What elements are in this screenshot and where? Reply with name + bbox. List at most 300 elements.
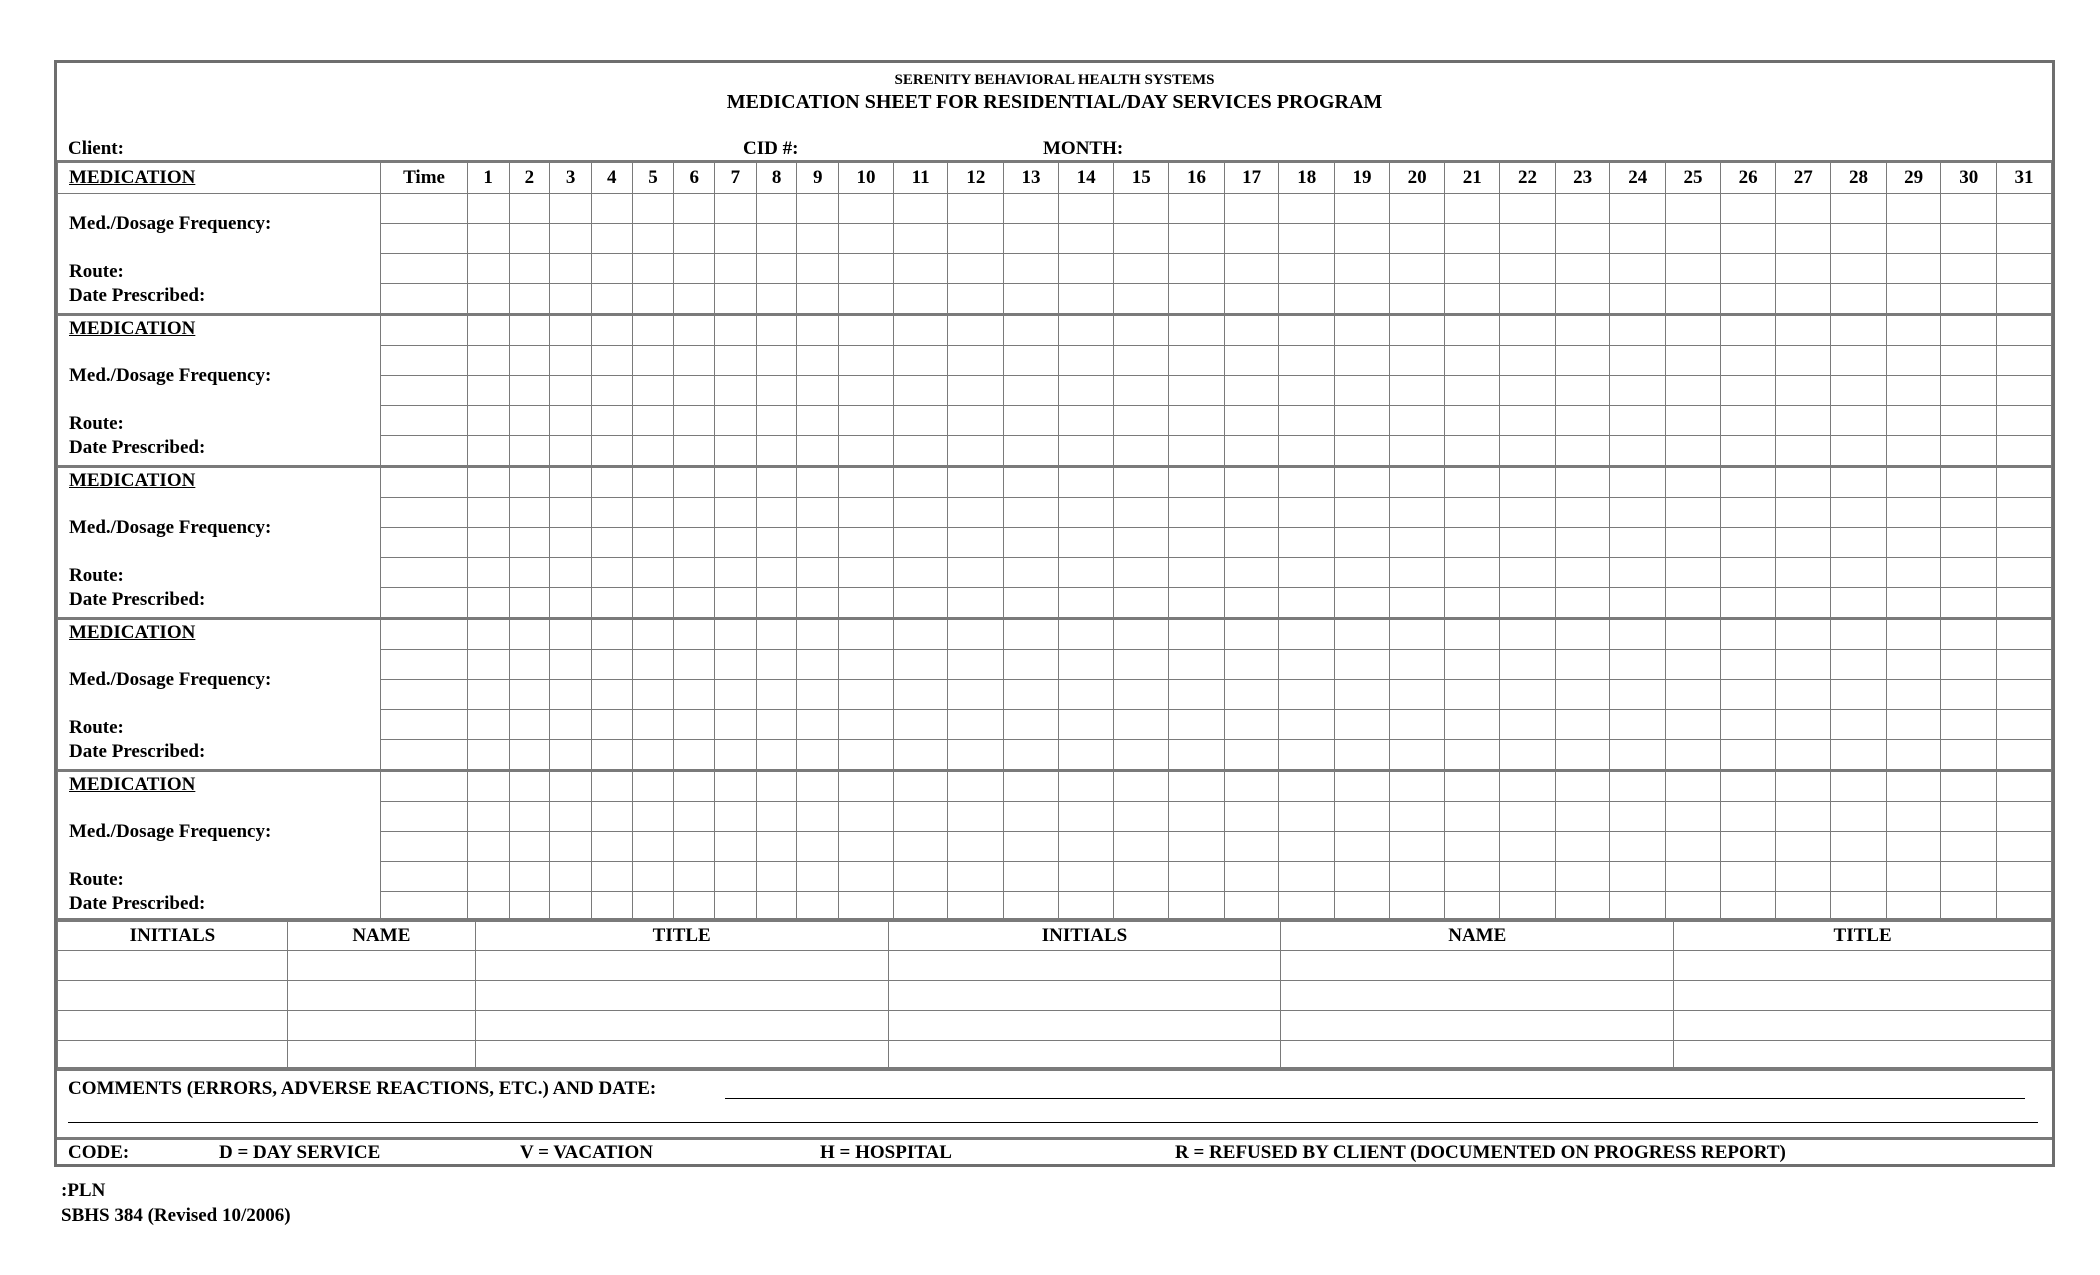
time-cell[interactable] xyxy=(381,284,468,315)
day-cell[interactable] xyxy=(550,406,592,436)
day-cell[interactable] xyxy=(1169,346,1225,376)
day-cell[interactable] xyxy=(1224,194,1279,224)
day-cell[interactable] xyxy=(632,224,674,254)
day-cell[interactable] xyxy=(591,862,632,892)
day-cell[interactable] xyxy=(1224,710,1279,740)
day-cell[interactable] xyxy=(715,862,757,892)
day-cell[interactable] xyxy=(509,315,550,346)
day-cell[interactable] xyxy=(1335,467,1390,498)
day-cell[interactable] xyxy=(1720,406,1776,436)
day-cell[interactable] xyxy=(1886,771,1941,802)
time-cell[interactable] xyxy=(381,406,468,436)
day-cell[interactable] xyxy=(756,862,797,892)
day-cell[interactable] xyxy=(1886,315,1941,346)
day-cell[interactable] xyxy=(948,376,1004,406)
day-cell[interactable] xyxy=(756,467,797,498)
day-cell[interactable] xyxy=(591,376,632,406)
day-cell[interactable] xyxy=(1389,892,1445,922)
time-cell[interactable] xyxy=(381,315,468,346)
day-cell[interactable] xyxy=(715,436,757,467)
day-cell[interactable] xyxy=(1610,771,1666,802)
day-cell[interactable] xyxy=(1555,710,1610,740)
signature-cell[interactable] xyxy=(58,1011,288,1041)
day-cell[interactable] xyxy=(1720,892,1776,922)
day-cell[interactable] xyxy=(839,315,894,346)
day-cell[interactable] xyxy=(1776,315,1831,346)
day-cell[interactable] xyxy=(674,740,715,771)
day-cell[interactable] xyxy=(1886,802,1941,832)
day-cell[interactable] xyxy=(1886,892,1941,922)
day-cell[interactable] xyxy=(1389,802,1445,832)
day-cell[interactable] xyxy=(1997,194,2052,224)
day-cell[interactable] xyxy=(674,558,715,588)
day-cell[interactable] xyxy=(948,892,1004,922)
day-cell[interactable] xyxy=(1610,740,1666,771)
day-cell[interactable] xyxy=(1169,467,1225,498)
day-cell[interactable] xyxy=(756,436,797,467)
day-cell[interactable] xyxy=(1610,346,1666,376)
day-cell[interactable] xyxy=(1389,710,1445,740)
day-cell[interactable] xyxy=(756,498,797,528)
day-cell[interactable] xyxy=(1610,650,1666,680)
day-cell[interactable] xyxy=(893,224,948,254)
signature-cell[interactable] xyxy=(1674,1041,2052,1071)
day-cell[interactable] xyxy=(715,406,757,436)
day-cell[interactable] xyxy=(1445,680,1500,710)
day-cell[interactable] xyxy=(1169,619,1225,650)
day-cell[interactable] xyxy=(674,528,715,558)
day-cell[interactable] xyxy=(509,194,550,224)
day-cell[interactable] xyxy=(839,862,894,892)
day-cell[interactable] xyxy=(1886,224,1941,254)
day-cell[interactable] xyxy=(1169,892,1225,922)
day-cell[interactable] xyxy=(467,710,509,740)
day-cell[interactable] xyxy=(1610,619,1666,650)
day-cell[interactable] xyxy=(1776,284,1831,315)
day-cell[interactable] xyxy=(1058,406,1114,436)
day-cell[interactable] xyxy=(1335,771,1390,802)
day-cell[interactable] xyxy=(1776,802,1831,832)
day-cell[interactable] xyxy=(1004,588,1059,619)
day-cell[interactable] xyxy=(1831,588,1887,619)
day-cell[interactable] xyxy=(467,254,509,284)
day-cell[interactable] xyxy=(509,771,550,802)
day-cell[interactable] xyxy=(1666,406,1721,436)
day-cell[interactable] xyxy=(1666,558,1721,588)
day-cell[interactable] xyxy=(797,406,839,436)
day-cell[interactable] xyxy=(1335,558,1390,588)
signature-cell[interactable] xyxy=(475,1041,888,1071)
day-cell[interactable] xyxy=(1004,680,1059,710)
day-cell[interactable] xyxy=(797,376,839,406)
day-cell[interactable] xyxy=(550,892,592,922)
day-cell[interactable] xyxy=(1666,892,1721,922)
day-cell[interactable] xyxy=(467,467,509,498)
day-cell[interactable] xyxy=(1997,710,2052,740)
day-cell[interactable] xyxy=(715,892,757,922)
day-cell[interactable] xyxy=(1941,832,1997,862)
day-cell[interactable] xyxy=(797,619,839,650)
day-cell[interactable] xyxy=(948,802,1004,832)
day-cell[interactable] xyxy=(1169,528,1225,558)
day-cell[interactable] xyxy=(1886,376,1941,406)
medication-info-cell[interactable] xyxy=(58,771,381,922)
day-cell[interactable] xyxy=(674,346,715,376)
day-cell[interactable] xyxy=(893,771,948,802)
day-cell[interactable] xyxy=(632,254,674,284)
day-cell[interactable] xyxy=(1004,376,1059,406)
day-cell[interactable] xyxy=(1941,315,1997,346)
day-cell[interactable] xyxy=(1610,892,1666,922)
day-cell[interactable] xyxy=(1997,740,2052,771)
day-cell[interactable] xyxy=(893,710,948,740)
day-cell[interactable] xyxy=(674,284,715,315)
day-cell[interactable] xyxy=(893,862,948,892)
day-cell[interactable] xyxy=(1831,740,1887,771)
day-cell[interactable] xyxy=(1666,194,1721,224)
day-cell[interactable] xyxy=(1610,862,1666,892)
day-cell[interactable] xyxy=(1555,619,1610,650)
day-cell[interactable] xyxy=(1776,832,1831,862)
day-cell[interactable] xyxy=(1169,224,1225,254)
day-cell[interactable] xyxy=(1279,862,1335,892)
day-cell[interactable] xyxy=(1886,406,1941,436)
day-cell[interactable] xyxy=(839,892,894,922)
day-cell[interactable] xyxy=(1941,498,1997,528)
time-cell[interactable] xyxy=(381,498,468,528)
day-cell[interactable] xyxy=(591,588,632,619)
day-cell[interactable] xyxy=(1004,194,1059,224)
day-cell[interactable] xyxy=(1831,528,1887,558)
day-cell[interactable] xyxy=(1004,802,1059,832)
day-cell[interactable] xyxy=(1004,346,1059,376)
day-cell[interactable] xyxy=(1610,528,1666,558)
day-cell[interactable] xyxy=(1555,558,1610,588)
day-cell[interactable] xyxy=(1389,862,1445,892)
day-cell[interactable] xyxy=(1720,862,1776,892)
day-cell[interactable] xyxy=(509,498,550,528)
day-cell[interactable] xyxy=(1058,467,1114,498)
day-cell[interactable] xyxy=(1500,346,1556,376)
day-cell[interactable] xyxy=(467,862,509,892)
day-cell[interactable] xyxy=(509,467,550,498)
day-cell[interactable] xyxy=(1335,194,1390,224)
day-cell[interactable] xyxy=(1389,254,1445,284)
day-cell[interactable] xyxy=(1886,680,1941,710)
day-cell[interactable] xyxy=(1666,346,1721,376)
day-cell[interactable] xyxy=(1279,467,1335,498)
day-cell[interactable] xyxy=(1886,650,1941,680)
day-cell[interactable] xyxy=(1058,224,1114,254)
day-cell[interactable] xyxy=(1941,406,1997,436)
day-cell[interactable] xyxy=(550,802,592,832)
day-cell[interactable] xyxy=(591,254,632,284)
day-cell[interactable] xyxy=(591,346,632,376)
day-cell[interactable] xyxy=(1389,346,1445,376)
day-cell[interactable] xyxy=(1831,498,1887,528)
day-cell[interactable] xyxy=(1720,467,1776,498)
day-cell[interactable] xyxy=(1997,892,2052,922)
day-cell[interactable] xyxy=(509,436,550,467)
time-cell[interactable] xyxy=(381,710,468,740)
day-cell[interactable] xyxy=(893,650,948,680)
day-cell[interactable] xyxy=(1389,588,1445,619)
day-cell[interactable] xyxy=(797,467,839,498)
day-cell[interactable] xyxy=(797,771,839,802)
day-cell[interactable] xyxy=(1169,710,1225,740)
day-cell[interactable] xyxy=(948,467,1004,498)
day-cell[interactable] xyxy=(1886,254,1941,284)
day-cell[interactable] xyxy=(632,467,674,498)
signature-cell[interactable] xyxy=(1281,1041,1674,1071)
day-cell[interactable] xyxy=(467,346,509,376)
day-cell[interactable] xyxy=(1114,436,1169,467)
day-cell[interactable] xyxy=(839,346,894,376)
day-cell[interactable] xyxy=(1666,832,1721,862)
day-cell[interactable] xyxy=(1224,467,1279,498)
day-cell[interactable] xyxy=(756,771,797,802)
day-cell[interactable] xyxy=(1389,224,1445,254)
day-cell[interactable] xyxy=(948,436,1004,467)
day-cell[interactable] xyxy=(1169,650,1225,680)
day-cell[interactable] xyxy=(1058,346,1114,376)
day-cell[interactable] xyxy=(1335,588,1390,619)
day-cell[interactable] xyxy=(1720,771,1776,802)
day-cell[interactable] xyxy=(797,284,839,315)
day-cell[interactable] xyxy=(948,619,1004,650)
day-cell[interactable] xyxy=(839,650,894,680)
day-cell[interactable] xyxy=(1445,467,1500,498)
day-cell[interactable] xyxy=(1279,650,1335,680)
day-cell[interactable] xyxy=(509,680,550,710)
day-cell[interactable] xyxy=(1610,315,1666,346)
day-cell[interactable] xyxy=(1335,740,1390,771)
day-cell[interactable] xyxy=(1335,346,1390,376)
month-label[interactable]: MONTH: xyxy=(1043,138,1124,159)
day-cell[interactable] xyxy=(1445,892,1500,922)
day-cell[interactable] xyxy=(1114,680,1169,710)
day-cell[interactable] xyxy=(591,710,632,740)
day-cell[interactable] xyxy=(1224,315,1279,346)
day-cell[interactable] xyxy=(1389,498,1445,528)
day-cell[interactable] xyxy=(797,224,839,254)
day-cell[interactable] xyxy=(1831,650,1887,680)
day-cell[interactable] xyxy=(467,284,509,315)
day-cell[interactable] xyxy=(715,528,757,558)
day-cell[interactable] xyxy=(632,406,674,436)
day-cell[interactable] xyxy=(467,558,509,588)
day-cell[interactable] xyxy=(1776,680,1831,710)
day-cell[interactable] xyxy=(1831,284,1887,315)
day-cell[interactable] xyxy=(591,802,632,832)
day-cell[interactable] xyxy=(1776,498,1831,528)
day-cell[interactable] xyxy=(1555,315,1610,346)
day-cell[interactable] xyxy=(1886,528,1941,558)
day-cell[interactable] xyxy=(1941,376,1997,406)
day-cell[interactable] xyxy=(509,224,550,254)
comments-line[interactable] xyxy=(725,1098,2025,1099)
day-cell[interactable] xyxy=(1997,619,2052,650)
day-cell[interactable] xyxy=(1004,862,1059,892)
day-cell[interactable] xyxy=(1114,346,1169,376)
time-cell[interactable] xyxy=(381,892,468,922)
day-cell[interactable] xyxy=(1004,528,1059,558)
day-cell[interactable] xyxy=(1776,376,1831,406)
day-cell[interactable] xyxy=(674,650,715,680)
day-cell[interactable] xyxy=(1997,406,2052,436)
day-cell[interactable] xyxy=(1941,862,1997,892)
day-cell[interactable] xyxy=(674,588,715,619)
day-cell[interactable] xyxy=(1445,740,1500,771)
day-cell[interactable] xyxy=(509,832,550,862)
day-cell[interactable] xyxy=(509,862,550,892)
day-cell[interactable] xyxy=(1335,710,1390,740)
day-cell[interactable] xyxy=(1831,862,1887,892)
day-cell[interactable] xyxy=(1500,528,1556,558)
day-cell[interactable] xyxy=(839,832,894,862)
day-cell[interactable] xyxy=(715,588,757,619)
day-cell[interactable] xyxy=(1610,467,1666,498)
day-cell[interactable] xyxy=(1004,498,1059,528)
day-cell[interactable] xyxy=(797,498,839,528)
day-cell[interactable] xyxy=(1666,588,1721,619)
day-cell[interactable] xyxy=(632,862,674,892)
day-cell[interactable] xyxy=(948,194,1004,224)
day-cell[interactable] xyxy=(1389,558,1445,588)
day-cell[interactable] xyxy=(1445,376,1500,406)
day-cell[interactable] xyxy=(1169,802,1225,832)
time-cell[interactable] xyxy=(381,346,468,376)
day-cell[interactable] xyxy=(467,376,509,406)
day-cell[interactable] xyxy=(948,406,1004,436)
day-cell[interactable] xyxy=(1058,528,1114,558)
day-cell[interactable] xyxy=(1666,498,1721,528)
day-cell[interactable] xyxy=(1224,650,1279,680)
day-cell[interactable] xyxy=(1058,588,1114,619)
day-cell[interactable] xyxy=(1114,619,1169,650)
day-cell[interactable] xyxy=(550,346,592,376)
time-cell[interactable] xyxy=(381,528,468,558)
day-cell[interactable] xyxy=(797,862,839,892)
signature-cell[interactable] xyxy=(888,981,1281,1011)
day-cell[interactable] xyxy=(591,892,632,922)
day-cell[interactable] xyxy=(1720,194,1776,224)
day-cell[interactable] xyxy=(550,376,592,406)
day-cell[interactable] xyxy=(1997,467,2052,498)
time-cell[interactable] xyxy=(381,376,468,406)
day-cell[interactable] xyxy=(509,619,550,650)
day-cell[interactable] xyxy=(1555,406,1610,436)
day-cell[interactable] xyxy=(1224,771,1279,802)
day-cell[interactable] xyxy=(1831,436,1887,467)
day-cell[interactable] xyxy=(1831,558,1887,588)
day-cell[interactable] xyxy=(1610,406,1666,436)
day-cell[interactable] xyxy=(1500,436,1556,467)
day-cell[interactable] xyxy=(1666,650,1721,680)
day-cell[interactable] xyxy=(1555,376,1610,406)
day-cell[interactable] xyxy=(550,650,592,680)
day-cell[interactable] xyxy=(509,650,550,680)
day-cell[interactable] xyxy=(1997,832,2052,862)
day-cell[interactable] xyxy=(1666,802,1721,832)
day-cell[interactable] xyxy=(1335,680,1390,710)
day-cell[interactable] xyxy=(1335,254,1390,284)
day-cell[interactable] xyxy=(550,771,592,802)
day-cell[interactable] xyxy=(591,498,632,528)
day-cell[interactable] xyxy=(1389,315,1445,346)
day-cell[interactable] xyxy=(1666,740,1721,771)
signature-cell[interactable] xyxy=(58,981,288,1011)
day-cell[interactable] xyxy=(1720,710,1776,740)
day-cell[interactable] xyxy=(1114,802,1169,832)
day-cell[interactable] xyxy=(1831,315,1887,346)
day-cell[interactable] xyxy=(715,802,757,832)
day-cell[interactable] xyxy=(1555,771,1610,802)
day-cell[interactable] xyxy=(1776,528,1831,558)
day-cell[interactable] xyxy=(1997,376,2052,406)
day-cell[interactable] xyxy=(1114,650,1169,680)
day-cell[interactable] xyxy=(1776,346,1831,376)
day-cell[interactable] xyxy=(1941,771,1997,802)
day-cell[interactable] xyxy=(839,619,894,650)
day-cell[interactable] xyxy=(591,619,632,650)
day-cell[interactable] xyxy=(1776,436,1831,467)
day-cell[interactable] xyxy=(1114,467,1169,498)
day-cell[interactable] xyxy=(467,528,509,558)
day-cell[interactable] xyxy=(1224,832,1279,862)
time-cell[interactable] xyxy=(381,650,468,680)
day-cell[interactable] xyxy=(1500,194,1556,224)
day-cell[interactable] xyxy=(1500,254,1556,284)
day-cell[interactable] xyxy=(1776,862,1831,892)
day-cell[interactable] xyxy=(632,528,674,558)
signature-cell[interactable] xyxy=(475,1011,888,1041)
time-cell[interactable] xyxy=(381,194,468,224)
day-cell[interactable] xyxy=(591,528,632,558)
day-cell[interactable] xyxy=(948,740,1004,771)
day-cell[interactable] xyxy=(1224,498,1279,528)
day-cell[interactable] xyxy=(1004,224,1059,254)
day-cell[interactable] xyxy=(632,710,674,740)
day-cell[interactable] xyxy=(674,832,715,862)
day-cell[interactable] xyxy=(550,619,592,650)
day-cell[interactable] xyxy=(550,284,592,315)
day-cell[interactable] xyxy=(550,740,592,771)
time-cell[interactable] xyxy=(381,436,468,467)
day-cell[interactable] xyxy=(1720,680,1776,710)
day-cell[interactable] xyxy=(1997,436,2052,467)
day-cell[interactable] xyxy=(1666,467,1721,498)
day-cell[interactable] xyxy=(1941,224,1997,254)
day-cell[interactable] xyxy=(1114,406,1169,436)
day-cell[interactable] xyxy=(893,588,948,619)
day-cell[interactable] xyxy=(948,650,1004,680)
day-cell[interactable] xyxy=(1335,436,1390,467)
day-cell[interactable] xyxy=(1058,284,1114,315)
day-cell[interactable] xyxy=(1886,467,1941,498)
day-cell[interactable] xyxy=(948,588,1004,619)
day-cell[interactable] xyxy=(1114,862,1169,892)
day-cell[interactable] xyxy=(1886,862,1941,892)
day-cell[interactable] xyxy=(1720,588,1776,619)
day-cell[interactable] xyxy=(1335,832,1390,862)
day-cell[interactable] xyxy=(1004,406,1059,436)
day-cell[interactable] xyxy=(1335,498,1390,528)
day-cell[interactable] xyxy=(1169,376,1225,406)
day-cell[interactable] xyxy=(1831,680,1887,710)
day-cell[interactable] xyxy=(756,315,797,346)
day-cell[interactable] xyxy=(756,284,797,315)
